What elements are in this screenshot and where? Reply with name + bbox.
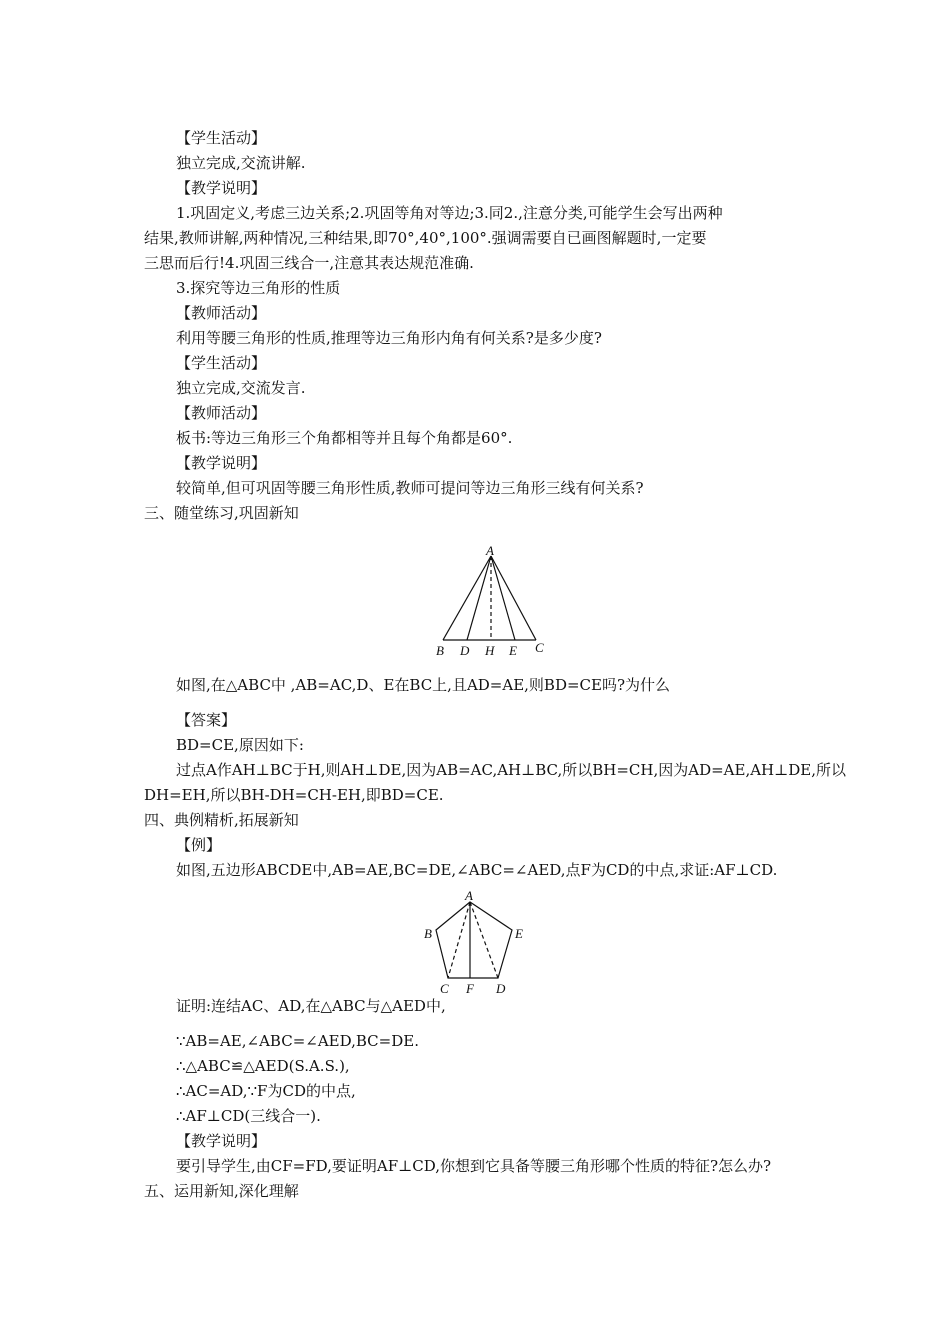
label-c: C [440,981,449,996]
label-c: C [535,640,544,655]
section-title: 五、运用新知,深化理解 [144,1182,299,1200]
section-title: 四、典例精析,拓展新知 [144,811,299,829]
paragraph: DH=EH,所以BH-DH=CH-EH,即BD=CE. [144,786,444,804]
paragraph: 板书:等边三角形三个角都相等并且每个角都是60°. [176,429,513,447]
proof-line: ∴AC=AD,∵F为CD的中点, [176,1082,356,1100]
heading-answer: 【答案】 [176,711,237,729]
section-title: 三、随堂练习,巩固新知 [144,504,299,522]
pentagon-abcde [436,902,512,978]
paragraph: 利用等腰三角形的性质,推理等边三角形内角有何关系?是多少度? [176,329,602,347]
paragraph: BD=CE,原因如下: [176,736,304,754]
label-b: B [436,643,444,658]
paragraph: 1.巩固定义,考虑三边关系;2.巩固等角对等边;3.同2.,注意分类,可能学生会写出两种 [176,204,723,222]
paragraph: 结果,教师讲解,两种情况,三种结果,即70°,40°,100°.强调需要自已画图解题时,一定要 [144,229,707,247]
segment-ab [443,556,491,640]
heading-student-activity: 【学生活动】 [176,129,267,147]
segment-ad [467,556,491,640]
proof-line: ∴AF⊥CD(三线合一). [176,1107,321,1125]
heading-teacher-activity: 【教师活动】 [176,304,267,322]
paragraph: 过点A作AH⊥BC于H,则AH⊥DE,因为AB=AC,AH⊥BC,所以BH=CH,因为AD=AE,AH⊥DE,所以 [176,761,846,779]
label-d: D [460,643,470,658]
proof-line: ∵AB=AE,∠ABC=∠AED,BC=DE. [176,1032,419,1050]
paragraph: 三思而后行!4.巩固三线合一,注意其表达规范准确. [144,254,474,272]
paragraph: 要引导学生,由CF=FD,要证明AF⊥CD,你想到它具备等腰三角形哪个性质的特征?怎么办? [176,1157,772,1175]
paragraph: 较简单,但可巩固等腰三角形性质,教师可提问等边三角形三线有何关系? [176,479,644,497]
segment-ac-dashed [448,902,470,978]
proof-line: ∴△ABC≌△AED(S.A.S.), [176,1057,350,1075]
heading-student-activity: 【学生活动】 [176,354,267,372]
paragraph: 独立完成,交流发言. [176,379,306,397]
pentagon-figure [418,886,534,996]
label-a: A [465,888,473,903]
label-d: D [496,981,506,996]
label-e: E [509,643,517,658]
label-b: B [424,926,432,941]
label-f: F [466,981,474,996]
heading-example: 【例】 [176,836,222,854]
heading-teacher-activity: 【教师活动】 [176,404,267,422]
label-e: E [515,926,523,941]
subsection-title: 3.探究等边三角形的性质 [176,279,341,297]
problem-text: 如图,在△ABC中 ,AB=AC,D、E在BC上,且AD=AE,则BD=CE吗?为什么 [176,676,671,694]
paragraph: 独立完成,交流讲解. [176,154,306,172]
heading-teaching-note: 【教学说明】 [176,1132,267,1150]
segment-ad-dashed [470,902,498,978]
triangle-figure [430,543,560,659]
heading-teaching-note: 【教学说明】 [176,454,267,472]
segment-ac [491,556,536,640]
label-a: A [486,543,494,558]
problem-text: 如图,五边形ABCDE中,AB=AE,BC=DE,∠ABC=∠AED,点F为CD的中点,求证:AF⊥CD. [176,861,778,879]
proof-line: 证明:连结AC、AD,在△ABC与△AED中, [176,997,446,1015]
segment-ae [491,556,515,640]
label-h: H [485,643,495,658]
heading-teaching-note: 【教学说明】 [176,179,267,197]
